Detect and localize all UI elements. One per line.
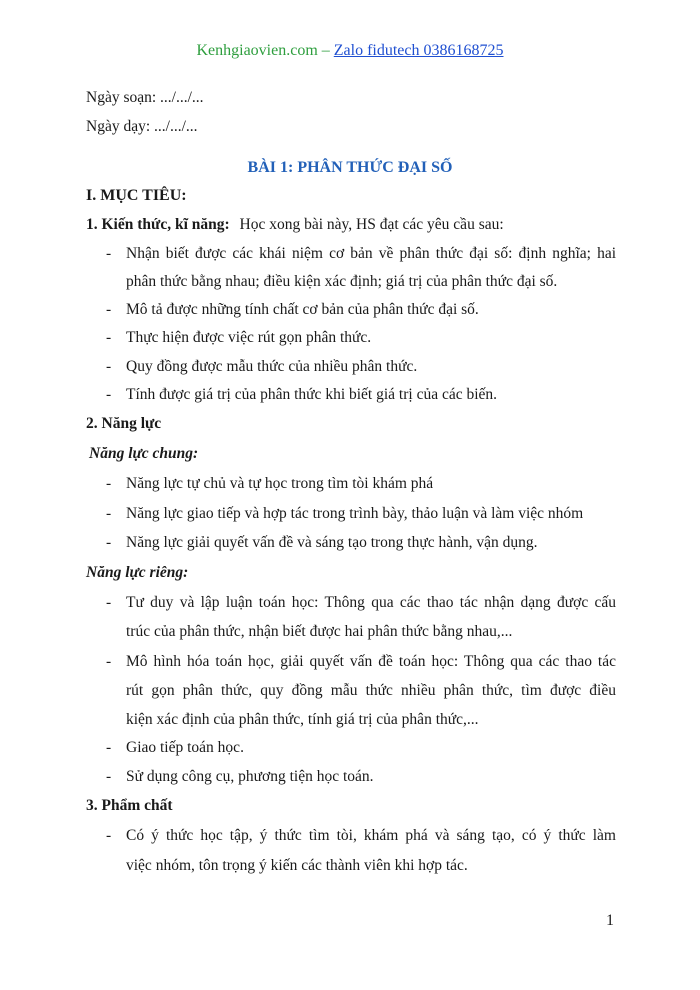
knowledge-item-4: Quy đồng được mẫu thức của nhiều phân thức. [126,358,418,375]
bullet-dash: - [106,245,112,262]
knowledge-item-2: Mô tả được những tính chất cơ bản của phân thức đại số. [126,301,479,318]
general-item-3: Năng lực giải quyết vấn đề và sáng tạo trong thực hành, vận dụng. [126,534,538,551]
quality-item-1-line-1: Có ý thức học tập, ý thức tìm tòi, khám phá và sáng tạo, có ý thức làm [126,827,616,844]
knowledge-item-3: Thực hiện được việc rút gọn phân thức. [126,329,372,346]
knowledge-item-1-line-2: phân thức bằng nhau; điều kiện xác định; giá trị của phân thức đại số. [126,273,558,290]
quality-item-1-line-2: việc nhóm, tôn trọng ý kiến các thành viên khi hợp tác. [126,857,468,874]
page-header [0,41,700,61]
quality-heading: 3. Phẩm chất [86,797,173,814]
bullet-dash: - [106,505,112,522]
bullet-dash: - [106,358,112,375]
section-heading-objectives: I. MỤC TIÊU: [86,187,187,204]
specific-item-4: Sử dụng công cụ, phương tiện học toán. [126,768,374,785]
header-site-link[interactable]: Kenhgiaovien.com [196,42,318,59]
specific-item-1-line-2: trúc của phân thức, nhận biết được hai phân thức bằng nhau,... [126,623,513,640]
bullet-dash: - [106,739,112,756]
knowledge-intro: Học xong bài này, HS đạt các yêu cầu sau: [239,216,504,233]
bullet-dash: - [106,534,112,551]
bullet-dash: - [106,768,112,785]
header-contact-link[interactable]: Zalo fidutech 0386168725 [333,42,504,59]
general-item-2: Năng lực giao tiếp và hợp tác trong trình bày, thảo luận và làm việc nhóm [126,505,584,522]
specific-item-3: Giao tiếp toán học. [126,739,244,756]
bullet-dash: - [106,475,112,492]
knowledge-label: 1. Kiến thức, kĩ năng: [86,216,230,233]
specific-item-2-line-3: kiện xác định của phân thức, tính giá trị của phân thức,... [126,711,479,728]
bullet-dash: - [106,386,112,403]
page-number: 1 [606,912,614,929]
bullet-dash: - [106,329,112,346]
knowledge-item-1-line-1: Nhận biết được các khái niệm cơ bản về phân thức đại số: định nghĩa; hai [126,245,616,262]
specific-item-2-line-1: Mô hình hóa toán học, giải quyết vấn đề toán học: Thông qua các thao tác [126,653,616,670]
general-competence-label: Năng lực chung: [89,445,199,462]
bullet-dash: - [106,594,112,611]
teach-date: Ngày dạy: .../.../... [86,118,198,135]
knowledge-item-5: Tính được giá trị của phân thức khi biết giá trị của các biến. [126,386,498,403]
specific-item-2-line-2: rút gọn phân thức, quy đồng mẫu thức nhiều phân thức, tìm được điều [126,682,616,699]
knowledge-heading [86,215,504,235]
bullet-dash: - [106,827,112,844]
specific-competence-label: Năng lực riêng: [86,564,189,581]
prep-date: Ngày soạn: .../.../... [86,89,204,106]
competence-heading: 2. Năng lực [86,415,162,432]
lesson-title: BÀI 1: PHÂN THỨC ĐẠI SỐ [247,159,453,176]
bullet-dash: - [106,301,112,318]
specific-item-1-line-1: Tư duy và lập luận toán học: Thông qua các thao tác nhận dạng được cấu [126,594,616,611]
general-item-1: Năng lực tự chủ và tự học trong tìm tòi khám phá [126,475,434,492]
header-separator: – [317,42,334,59]
bullet-dash: - [106,653,112,670]
